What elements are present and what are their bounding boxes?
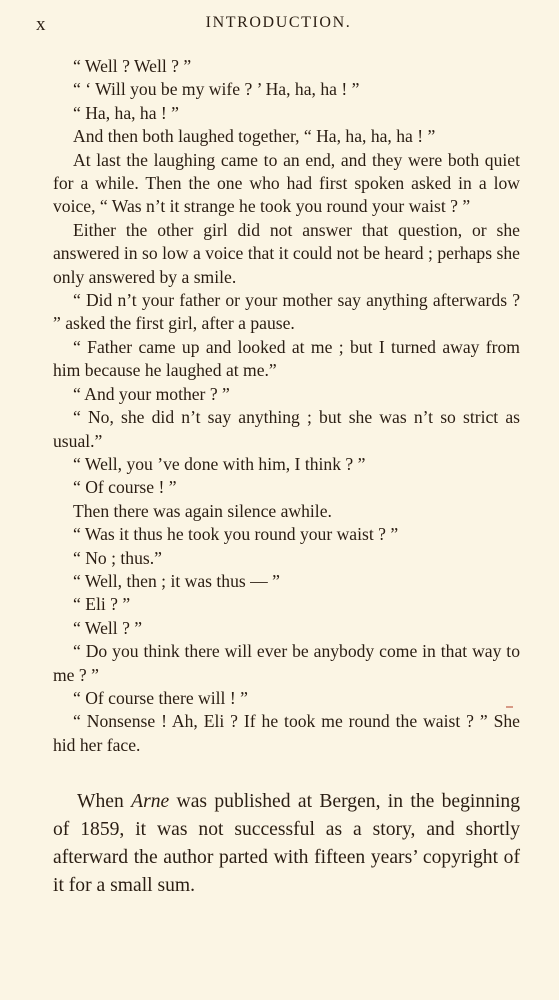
narrative-text-after: was published at Bergen, in the beginning of 1859, it was not successful as a story, and shortly afterward the author parted with fifteen years’ copyright of it for a small sum.	[53, 791, 521, 896]
dialogue-section	[53, 55, 520, 757]
paragraph: “ Nonsense ! Ah, Eli ? If he took me round the waist ? ” She hid her face.	[53, 711, 520, 755]
paragraph: “ ‘ Will you be my wife ? ’ Ha, ha, ha ! ”	[73, 79, 360, 100]
paragraph: “ Well, you ’ve done with him, I think ? ”	[73, 453, 366, 474]
narrative-text-before: When	[77, 791, 132, 812]
paragraph: “ Well ? ”	[73, 617, 143, 638]
paragraph: “ Father came up and looked at me ; but I turned away from him because he laughed at me.”	[53, 336, 520, 381]
running-title: INTRODUCTION.	[205, 14, 352, 31]
page-number: x	[36, 14, 47, 35]
paragraph: “ Eli ? ”	[73, 594, 131, 615]
paragraph: Then there was again silence awhile.	[73, 500, 332, 521]
paragraph: “ Was it thus he took you round your waist ? ”	[73, 524, 399, 545]
running-head	[36, 14, 521, 38]
paragraph: Either the other girl did not answer that question, or she answered in so low a voice that it could not be heard ; perhaps she only answered by a smile.	[53, 219, 520, 287]
paragraph: “ Well ? Well ? ”	[73, 56, 192, 76]
book-title: Arne	[131, 791, 170, 812]
narrative-section	[53, 788, 520, 900]
paragraph: And then both laughed together, “ Ha, ha, ha, ha ! ”	[73, 126, 436, 147]
paragraph: “ Ha, ha, ha ! ”	[73, 102, 179, 123]
paragraph: “ Well, then ; it was thus — ”	[73, 570, 280, 591]
paragraph: At last the laughing came to an end, and they were both quiet for a while. Then the one who had first spoken asked in a low voice, “ Was n’t it strange he took you round your waist ? ”	[53, 149, 520, 217]
narrative-paragraph	[53, 788, 520, 900]
margin-mark	[506, 706, 513, 708]
paragraph: “ Of course ! ”	[73, 477, 177, 498]
paragraph: “ Of course there will ! ”	[73, 687, 248, 708]
paragraph: “ No, she did n’t say anything ; but she was n’t so strict as usual.”	[53, 407, 520, 451]
paragraph: “ No ; thus.”	[73, 547, 162, 568]
paragraph: “ And your mother ? ”	[73, 383, 230, 404]
paragraph: “ Did n’t your father or your mother say anything afterwards ? ” asked the first girl, after a pause.	[53, 290, 520, 334]
paragraph: “ Do you think there will ever be anybody come in that way to me ? ”	[53, 641, 520, 685]
